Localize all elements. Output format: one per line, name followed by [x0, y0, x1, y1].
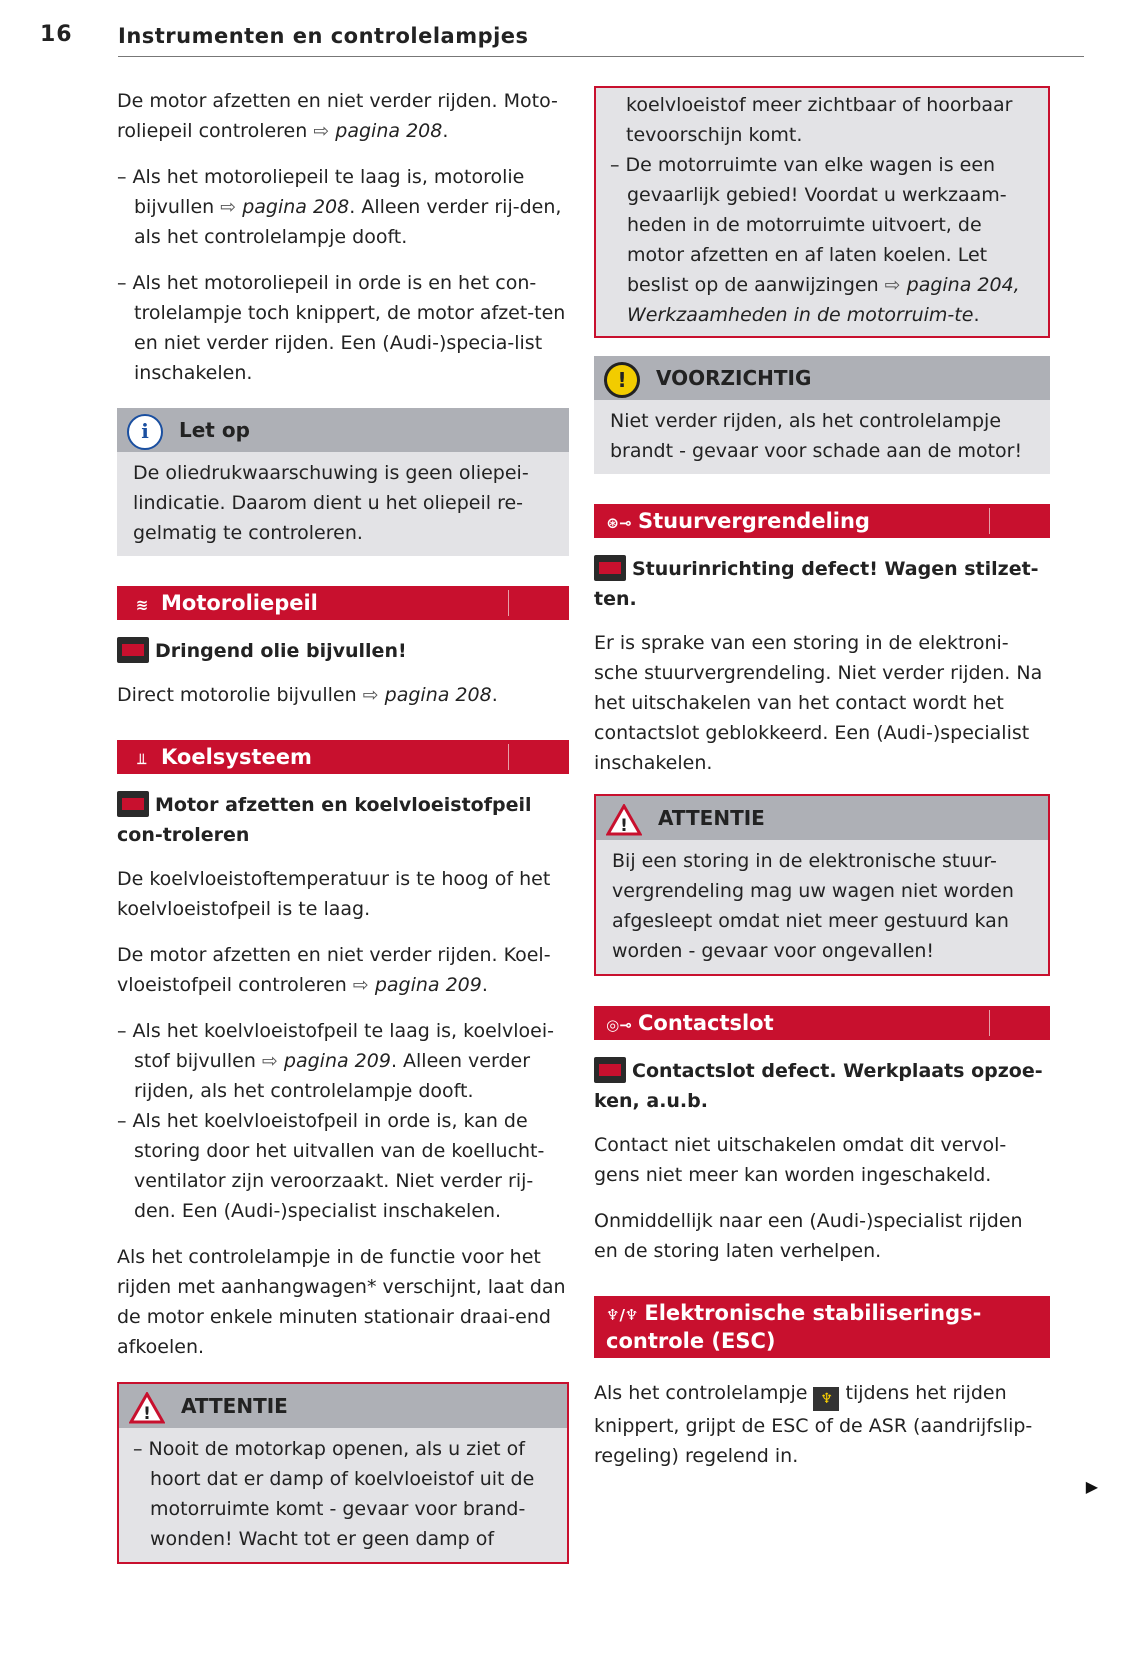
warning-subheading: Contactslot defect. Werkplaats opzoe-ken, a.u.b.: [594, 1056, 1050, 1116]
section-paragraph: Als het controlelampje in de functie voor het rijden met aanhangwagen* verschijnt, laat dan de motor enkele minuten stationair draai-end afkoelen.: [117, 1246, 566, 1358]
warning-triangle-icon: [129, 1392, 165, 1424]
section-contactslot: [594, 1006, 1050, 1040]
warning-box: [594, 794, 1050, 976]
svg-text:!: !: [620, 816, 628, 836]
warning-text: Bij een storing in de elektronische stuur-vergrendeling mag uw wagen niet worden afgesleept omdat niet meer gestuurd kan worden - gevaar voor ongevallen!: [612, 850, 1014, 962]
section-motoroliepeil: [117, 586, 569, 620]
section-paragraph: Contact niet uitschakelen omdat dit vervol-gens niet meer kan worden ingeschakeld.: [594, 1134, 1007, 1186]
page-number: 16: [40, 22, 73, 47]
section-paragraph: Als het controlelampje ♆ tijdens het rijden knippert, grijpt de ESC of de ASR (aandrijfslip-regeling) regelend in.: [594, 1382, 1033, 1467]
esc-lamp-icon: ♆: [813, 1387, 839, 1411]
caution-text: Niet verder rijden, als het controlelampje brandt - gevaar voor schade aan de motor!: [610, 410, 1023, 462]
note-box: [117, 408, 569, 556]
steering-warning-lamp-icon: [594, 555, 626, 581]
coolant-temperature-icon: ⫫: [137, 750, 147, 768]
warning-triangle-icon: [606, 804, 642, 836]
caution-box: [594, 356, 1050, 474]
bullet-item: – Als het motoroliepeil te laag is, motorolie bijvullen ⇨ pagina 208. Alleen verder rij-den, als het controlelampje dooft.: [117, 166, 562, 248]
section-title: Stuurvergrendeling: [638, 509, 870, 533]
note-header: [117, 408, 569, 452]
continue-arrow-icon: ▶: [1085, 1477, 1098, 1496]
steering-lock-icon: ⊛⊸: [606, 514, 632, 532]
page-ref-arrow-icon: ⇨: [261, 1050, 278, 1072]
section-esc: [594, 1296, 1050, 1358]
warning-title: ATTENTIE: [181, 1394, 288, 1418]
continued-bullet: – De motorruimte van elke wagen is een gevaarlijk gebied! Voordat u werkzaam-heden in de motorruimte uitvoert, de motor afzetten en af laten koelen. Let beslist op de aanwijzingen ⇨ pagina 204, Werkzaamheden in de motorruim-te.: [610, 154, 1020, 326]
warning-subheading: Dringend olie bijvullen!: [117, 636, 569, 666]
section-stuurvergrendeling: [594, 504, 1050, 538]
bullet-item: – Als het koelvloeistofpeil in orde is, kan de storing door het uitvallen van de koellucht-ventilator zijn veroorzaakt. Niet verder rij-den. Een (Audi-)specialist inschakelen.: [117, 1110, 545, 1222]
warning-subheading: Stuurinrichting defect! Wagen stilzet-ten.: [594, 554, 1050, 614]
running-title: Instrumenten en controlelampjes: [118, 24, 529, 48]
warning-subheading: Motor afzetten en koelvloeistofpeil con-troleren: [117, 790, 569, 850]
caution-exclamation-icon: !: [604, 362, 640, 398]
note-body: [117, 452, 569, 556]
page-ref-arrow-icon: ⇨: [220, 196, 237, 218]
intro-paragraph: De motor afzetten en niet verder rijden. Moto-roliepeil controleren ⇨ pagina 208.: [117, 90, 558, 142]
page-ref-link[interactable]: pagina 209: [374, 974, 482, 996]
svg-text:!: !: [143, 1404, 151, 1424]
section-paragraph: De koelvloeistoftemperatuur is te hoog of het koelvloeistofpeil is te laag.: [117, 868, 551, 920]
continued-text: koelvloeistof meer zichtbaar of hoorbaar tevoorschijn komt.: [626, 94, 1013, 146]
oil-warning-lamp-icon: [117, 637, 149, 663]
left-column: [117, 86, 569, 1594]
esc-icon: ♆/♆: [606, 1306, 639, 1324]
caution-header: [594, 356, 1050, 400]
section-title: Elektronische stabiliserings-controle (ESC): [606, 1301, 982, 1353]
section-koelsysteem: [117, 740, 569, 774]
caution-title: VOORZICHTIG: [656, 366, 812, 390]
note-title: Let op: [179, 418, 250, 442]
warning-header: [119, 1384, 567, 1428]
warning-title: ATTENTIE: [658, 806, 765, 830]
warning-body: [596, 840, 1048, 974]
section-title: Motoroliepeil: [161, 591, 318, 615]
warning-text: – Nooit de motorkap openen, als u ziet of hoort dat er damp of koelvloeistof uit de motorruimte komt - gevaar voor brand-wonden! Wacht tot er geen damp of: [133, 1438, 535, 1550]
coolant-warning-lamp-icon: [117, 791, 149, 817]
header-rule: [118, 56, 1084, 57]
warning-box: [117, 1382, 569, 1564]
page-ref-link[interactable]: pagina 208: [384, 684, 492, 706]
bullet-item: – Als het motoroliepeil in orde is en het con-trolelampje toch knippert, de motor afzet-ten en niet verder rijden. Een (Audi-)specia-list inschakelen.: [117, 272, 566, 384]
section-paragraph: Direct motorolie bijvullen ⇨ pagina 208.: [117, 684, 498, 706]
page-ref-arrow-icon: ⇨: [884, 274, 901, 296]
ignition-lock-icon: ◎⊸: [606, 1016, 632, 1034]
page-ref-link[interactable]: pagina 209: [283, 1050, 391, 1072]
section-paragraph: Onmiddellijk naar een (Audi-)specialist rijden en de storing laten verhelpen.: [594, 1210, 1023, 1262]
page-ref-link[interactable]: pagina 204, Werkzaamheden in de motorruim-te: [627, 274, 1020, 326]
page-ref-arrow-icon: ⇨: [362, 684, 379, 706]
oil-can-icon: ≋: [135, 596, 149, 614]
note-text: De oliedrukwaarschuwing is geen oliepei-lindicatie. Daarom dient u het oliepeil re-gelmatig te controleren.: [133, 462, 529, 544]
info-icon: i: [127, 414, 163, 450]
right-column: [594, 86, 1050, 1487]
page-ref-link[interactable]: pagina 208: [335, 120, 443, 142]
caution-body: [594, 400, 1050, 474]
warning-body: [119, 1428, 567, 1562]
page-ref-arrow-icon: ⇨: [352, 974, 369, 996]
section-paragraph: De motor afzetten en niet verder rijden. Koel-vloeistofpeil controleren ⇨ pagina 209.: [117, 944, 551, 996]
continued-warning-box: [594, 86, 1050, 338]
ignition-warning-lamp-icon: [594, 1057, 626, 1083]
warning-header: [596, 796, 1048, 840]
section-paragraph: Er is sprake van een storing in de elektroni-sche stuurvergrendeling. Niet verder rijden. Na het uitschakelen van het contact wordt het contactslot geblokkeerd. Een (Audi-)specialist inschakelen.: [594, 632, 1043, 774]
bullet-item: – Als het koelvloeistofpeil te laag is, koelvloei-stof bijvullen ⇨ pagina 209. Alleen verder rijden, als het controlelampje dooft.: [117, 1020, 555, 1102]
page-ref-arrow-icon: ⇨: [313, 120, 330, 142]
section-title: Contactslot: [638, 1011, 774, 1035]
page-ref-link[interactable]: pagina 208: [242, 196, 350, 218]
section-title: Koelsysteem: [161, 745, 312, 769]
